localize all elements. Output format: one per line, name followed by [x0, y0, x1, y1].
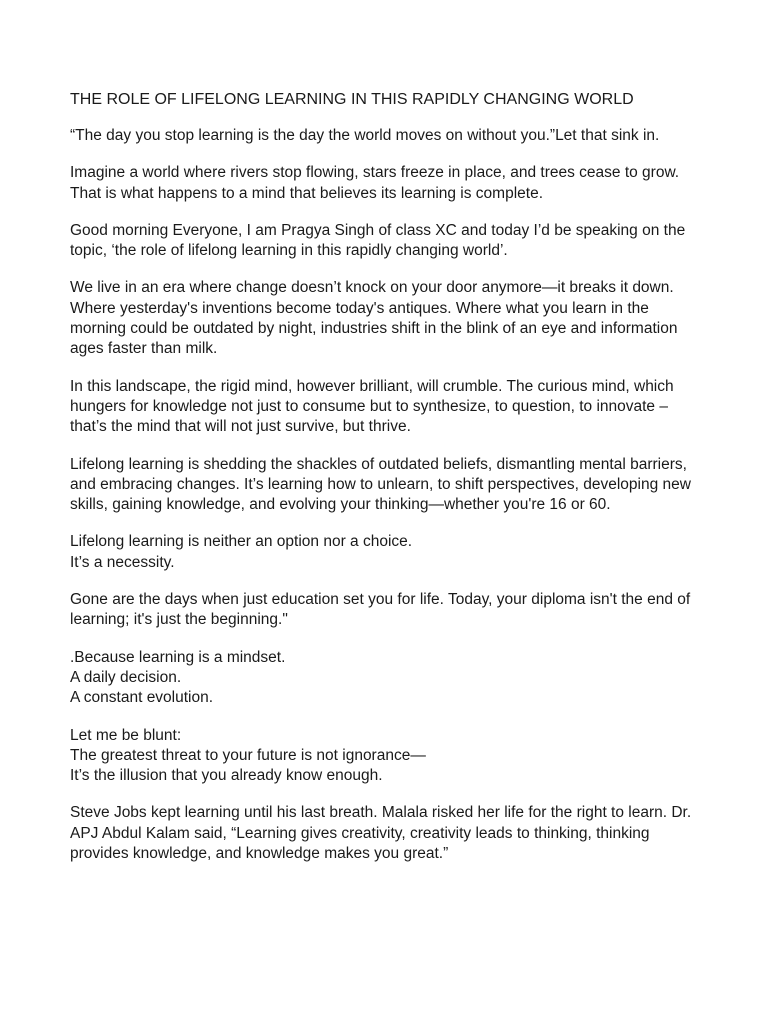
paragraph-mindset: .Because learning is a mindset. A daily decision. A constant evolution.: [70, 648, 286, 707]
paragraph-greeting: Good morning Everyone, I am Pragya Singh of class XC and today I’d be speaking on the topic, ‘the role of lifelong learning in this rapidly changing world’.: [70, 221, 686, 260]
paragraph-examples: Steve Jobs kept learning until his last breath. Malala risked her life for the right to learn. Dr. APJ Abdul Kalam said, “Learning gives creativity, creativity leads to thinking, thinking provides knowledge, and knowledge makes you great.”: [70, 804, 692, 863]
paragraph-opening-quote: “The day you stop learning is the day the world moves on without you.”Let that sink in.: [70, 127, 660, 144]
paragraph-diploma: Gone are the days when just education set you for life. Today, your diploma isn't the end of learning; it's just the beginning.": [70, 591, 691, 629]
paragraph-era-of-change: We live in an era where change doesn’t knock on your door anymore—it breaks it down. Where yesterday's inventions become today's antiques. Where what you learn in the morning could be outdated by night, industries shift in the blink of an eye and information ages faster than milk.: [70, 279, 678, 358]
document-title: THE ROLE OF LIFELONG LEARNING IN THIS RAPIDLY CHANGING WORLD: [70, 91, 634, 108]
paragraph-blunt: Let me be blunt: The greatest threat to your future is not ignorance— It’s the illusion that you already know enough.: [70, 726, 426, 785]
paragraph-necessity: Lifelong learning is neither an option nor a choice. It’s a necessity.: [70, 533, 413, 571]
paragraph-imagine: Imagine a world where rivers stop flowing, stars freeze in place, and trees cease to grow. That is what happens to a mind that believes its learning is complete.: [70, 164, 680, 202]
paragraph-landscape: In this landscape, the rigid mind, however brilliant, will crumble. The curious mind, which hungers for knowledge not just to consume but to synthesize, to question, to innovate – that’s the mind that will not just survive, but thrive.: [70, 377, 674, 436]
paragraph-shedding-shackles: Lifelong learning is shedding the shackles of outdated beliefs, dismantling mental barriers, and embracing changes. It’s learning how to unlearn, to shift perspectives, developing new skills, gaining knowledge, and evolving your thinking—whether you're 16 or 60.: [70, 455, 691, 514]
